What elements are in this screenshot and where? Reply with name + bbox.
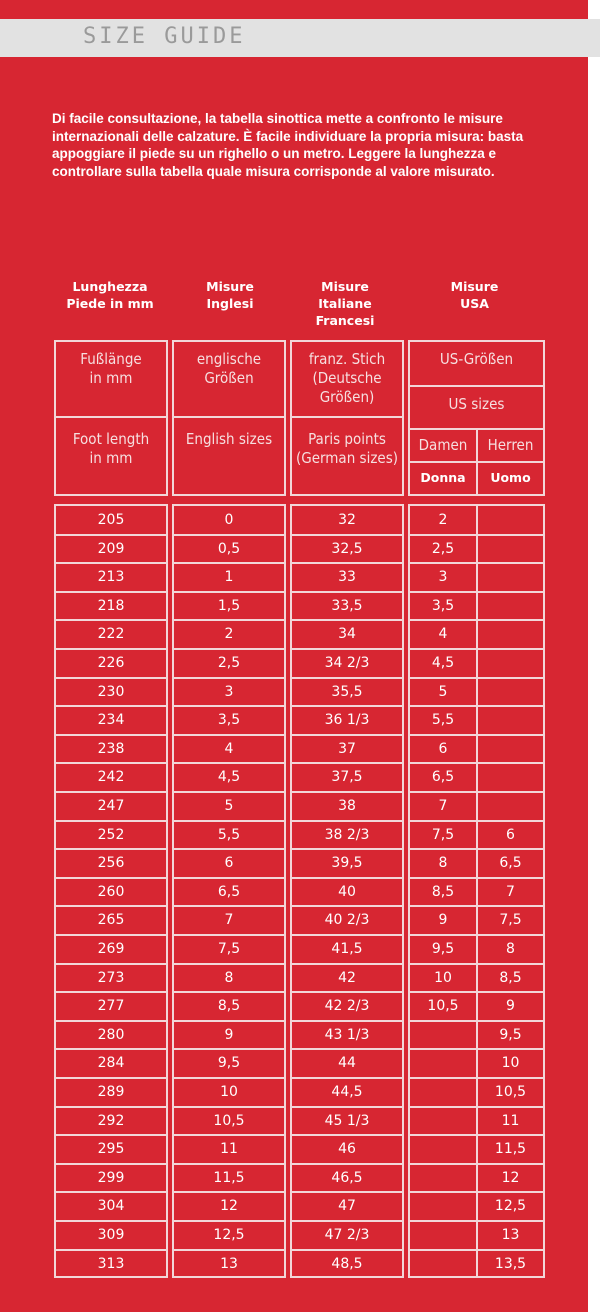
row-divider bbox=[410, 677, 476, 679]
row-divider bbox=[410, 1134, 476, 1136]
table-cell-fr: 42 2/3 bbox=[324, 998, 370, 1015]
table-cell-mm: 242 bbox=[97, 769, 125, 786]
table-cell-mm: 304 bbox=[97, 1198, 125, 1215]
table-cell-fr: 44,5 bbox=[331, 1084, 363, 1100]
row-divider bbox=[56, 820, 166, 822]
row-divider bbox=[56, 1106, 166, 1108]
table-cell-women: 8 bbox=[438, 855, 448, 872]
table-cell-fr: 48,5 bbox=[331, 1255, 363, 1272]
table-cell-uk: 8,5 bbox=[217, 998, 241, 1015]
table-cell-mm: 260 bbox=[97, 883, 125, 900]
row-divider bbox=[292, 1220, 402, 1222]
table-cell-women: 4,5 bbox=[431, 655, 455, 671]
row-divider bbox=[478, 963, 543, 965]
row-divider bbox=[174, 791, 284, 793]
row-divider bbox=[410, 1220, 476, 1222]
column-heading-foot: Lunghezza Piede in mm bbox=[66, 279, 154, 311]
table-cell-men bbox=[478, 678, 543, 707]
table-cell-women: 6 bbox=[438, 740, 448, 757]
row-divider bbox=[292, 877, 402, 879]
row-divider bbox=[478, 905, 543, 907]
table-cell-women: 5 bbox=[438, 683, 448, 700]
header-french-en: Paris points (German sizes) bbox=[295, 430, 399, 467]
table-cell-fr: 39,5 bbox=[331, 855, 363, 872]
row-divider bbox=[174, 705, 284, 707]
row-divider bbox=[292, 991, 402, 993]
table-cell-men bbox=[478, 620, 543, 649]
row-divider bbox=[410, 648, 476, 650]
table-cell-fr: 37,5 bbox=[331, 769, 363, 786]
row-divider bbox=[410, 619, 476, 621]
row-divider bbox=[56, 991, 166, 993]
table-cell-fr: 32 bbox=[338, 512, 356, 528]
table-cell-mm: 238 bbox=[97, 740, 125, 757]
row-divider bbox=[56, 762, 166, 764]
row-divider bbox=[56, 1077, 166, 1079]
table-cell-mm: 299 bbox=[97, 1169, 125, 1186]
table-cell-men: 10 bbox=[501, 1055, 520, 1072]
table-cell-women: 6,5 bbox=[431, 769, 455, 786]
table-cell-mm: 292 bbox=[97, 1112, 125, 1129]
row-divider bbox=[478, 677, 543, 679]
table-cell-women: 7,5 bbox=[431, 826, 455, 843]
table-cell-uk: 13 bbox=[220, 1255, 238, 1272]
row-divider bbox=[292, 1077, 402, 1079]
row-divider bbox=[292, 1163, 402, 1165]
header-uomo: Uomo bbox=[490, 470, 531, 485]
row-divider bbox=[478, 1106, 543, 1108]
row-divider bbox=[56, 562, 166, 564]
table-cell-women: 5,5 bbox=[431, 712, 455, 729]
table-cell-mm: 256 bbox=[97, 855, 125, 872]
table-cell-mm: 234 bbox=[97, 712, 125, 729]
row-divider bbox=[410, 762, 476, 764]
table-cell-mm: 218 bbox=[97, 597, 125, 614]
table-cell-uk: 2,5 bbox=[217, 655, 241, 671]
row-divider bbox=[478, 1191, 543, 1193]
table-cell-fr: 34 bbox=[338, 626, 356, 643]
table-cell-women bbox=[410, 1250, 476, 1279]
row-divider bbox=[174, 1249, 284, 1251]
row-divider bbox=[56, 934, 166, 936]
row-divider bbox=[292, 762, 402, 764]
table-cell-women: 10 bbox=[434, 969, 452, 986]
row-divider bbox=[410, 848, 476, 850]
row-divider bbox=[292, 1191, 402, 1193]
table-cell-uk: 6 bbox=[224, 855, 234, 872]
table-cell-men: 6 bbox=[506, 826, 515, 843]
row-divider bbox=[56, 534, 166, 536]
table-cell-fr: 40 bbox=[338, 883, 356, 900]
table-cell-fr: 34 2/3 bbox=[324, 655, 370, 671]
row-divider bbox=[292, 619, 402, 621]
table-cell-men bbox=[478, 792, 543, 821]
row-divider bbox=[410, 963, 476, 965]
row-divider bbox=[174, 1163, 284, 1165]
row-divider bbox=[56, 1134, 166, 1136]
row-divider bbox=[174, 1106, 284, 1108]
header-divider bbox=[172, 416, 286, 418]
table-cell-uk: 7,5 bbox=[217, 941, 241, 957]
table-cell-women bbox=[410, 1221, 476, 1250]
table-cell-mm: 205 bbox=[97, 512, 125, 528]
row-divider bbox=[478, 1163, 543, 1165]
column-heading-english: Misure Inglesi bbox=[206, 279, 254, 311]
row-divider bbox=[478, 791, 543, 793]
row-divider bbox=[478, 591, 543, 593]
table-cell-uk: 8 bbox=[224, 969, 234, 986]
table-cell-women: 4 bbox=[438, 626, 448, 643]
row-divider bbox=[410, 705, 476, 707]
row-divider bbox=[292, 648, 402, 650]
row-divider bbox=[478, 1134, 543, 1136]
row-divider bbox=[292, 734, 402, 736]
row-divider bbox=[410, 591, 476, 593]
row-divider bbox=[410, 1048, 476, 1050]
table-cell-women: 7 bbox=[438, 798, 448, 814]
table-cell-fr: 38 bbox=[338, 798, 356, 814]
header-divider bbox=[408, 385, 545, 387]
table-cell-mm: 226 bbox=[97, 655, 125, 671]
table-cell-women bbox=[410, 1192, 476, 1221]
row-divider bbox=[174, 820, 284, 822]
table-cell-women: 8,5 bbox=[431, 883, 455, 900]
table-cell-women: 9 bbox=[438, 912, 448, 929]
row-divider bbox=[56, 648, 166, 650]
table-cell-uk: 10 bbox=[220, 1084, 238, 1100]
table-cell-men bbox=[478, 735, 543, 764]
header-english-de: englische Größen bbox=[196, 350, 262, 387]
table-cell-men: 11 bbox=[501, 1112, 520, 1129]
row-divider bbox=[292, 1048, 402, 1050]
table-cell-mm: 313 bbox=[97, 1255, 125, 1272]
intro-text: Di facile consultazione, la tabella sinottica mette a confronto le misure internazionali delle calzature. È facile individuare la propria misura: basta appoggiare il piede su un righello o un metro. Leggere la lunghezza e controllare sulla tabella quale misura corrisponde al valore misurato. bbox=[52, 111, 524, 179]
row-divider bbox=[292, 905, 402, 907]
table-cell-women: 10,5 bbox=[427, 998, 459, 1015]
table-cell-uk: 12 bbox=[220, 1198, 238, 1215]
header-herren: Herren bbox=[487, 436, 534, 454]
row-divider bbox=[410, 1163, 476, 1165]
header-us-en: US sizes bbox=[448, 395, 505, 413]
row-divider bbox=[292, 1106, 402, 1108]
table-cell-women bbox=[410, 1078, 476, 1107]
table-cell-fr: 37 bbox=[338, 740, 356, 757]
row-divider bbox=[174, 1220, 284, 1222]
table-cell-women: 9,5 bbox=[431, 941, 455, 957]
row-divider bbox=[56, 1020, 166, 1022]
table-cell-mm: 222 bbox=[97, 626, 125, 643]
table-cell-women: 3 bbox=[438, 569, 448, 586]
row-divider bbox=[410, 734, 476, 736]
table-cell-men: 12 bbox=[501, 1169, 520, 1186]
table-cell-uk: 3,5 bbox=[217, 712, 241, 729]
table-cell-women bbox=[410, 1021, 476, 1050]
table-cell-men: 7,5 bbox=[499, 912, 522, 929]
row-divider bbox=[292, 591, 402, 593]
row-divider bbox=[174, 848, 284, 850]
table-cell-fr: 47 2/3 bbox=[324, 1227, 370, 1243]
table-cell-uk: 5,5 bbox=[217, 826, 241, 843]
row-divider bbox=[410, 877, 476, 879]
table-cell-uk: 2 bbox=[224, 626, 234, 643]
table-cell-mm: 277 bbox=[97, 998, 125, 1015]
table-cell-mm: 230 bbox=[97, 683, 125, 700]
row-divider bbox=[478, 648, 543, 650]
table-cell-women: 2 bbox=[438, 512, 448, 528]
row-divider bbox=[478, 1249, 543, 1251]
table-cell-men bbox=[478, 506, 543, 535]
row-divider bbox=[174, 963, 284, 965]
table-cell-men: 10,5 bbox=[494, 1084, 527, 1100]
table-cell-uk: 1 bbox=[224, 569, 234, 586]
row-divider bbox=[56, 591, 166, 593]
row-divider bbox=[478, 1048, 543, 1050]
table-cell-uk: 9 bbox=[224, 1026, 234, 1043]
row-divider bbox=[56, 877, 166, 879]
row-divider bbox=[56, 1191, 166, 1193]
row-divider bbox=[410, 820, 476, 822]
table-cell-men: 13,5 bbox=[494, 1255, 527, 1272]
row-divider bbox=[56, 1249, 166, 1251]
row-divider bbox=[410, 534, 476, 536]
table-cell-men bbox=[478, 706, 543, 735]
table-cell-fr: 46 bbox=[338, 1141, 356, 1158]
row-divider bbox=[174, 648, 284, 650]
table-cell-men: 7 bbox=[506, 883, 515, 900]
table-cell-men: 9,5 bbox=[499, 1026, 522, 1043]
row-divider bbox=[410, 991, 476, 993]
row-divider bbox=[410, 1106, 476, 1108]
row-divider bbox=[292, 791, 402, 793]
table-cell-women bbox=[410, 1135, 476, 1164]
header-foot-de: Fußlänge in mm bbox=[80, 350, 142, 387]
table-cell-mm: 213 bbox=[97, 569, 125, 586]
header-french-de: franz. Stich (Deutsche Größen) bbox=[308, 350, 386, 406]
page-title: SIZE GUIDE bbox=[83, 24, 246, 49]
row-divider bbox=[174, 1048, 284, 1050]
row-divider bbox=[410, 562, 476, 564]
row-divider bbox=[478, 820, 543, 822]
row-divider bbox=[174, 934, 284, 936]
table-cell-uk: 5 bbox=[224, 798, 234, 814]
table-cell-fr: 32,5 bbox=[331, 540, 363, 557]
table-cell-uk: 10,5 bbox=[213, 1112, 245, 1129]
row-divider bbox=[292, 1020, 402, 1022]
table-cell-fr: 38 2/3 bbox=[324, 826, 370, 843]
table-cell-fr: 43 1/3 bbox=[324, 1026, 370, 1043]
table-cell-men: 11,5 bbox=[494, 1141, 527, 1158]
table-cell-uk: 1,5 bbox=[217, 597, 241, 614]
row-divider bbox=[478, 734, 543, 736]
row-divider bbox=[478, 562, 543, 564]
row-divider bbox=[478, 619, 543, 621]
table-cell-uk: 12,5 bbox=[213, 1227, 245, 1243]
row-divider bbox=[292, 848, 402, 850]
table-cell-mm: 247 bbox=[97, 798, 125, 814]
row-divider bbox=[56, 1220, 166, 1222]
row-divider bbox=[410, 934, 476, 936]
table-cell-uk: 9,5 bbox=[217, 1055, 241, 1072]
row-divider bbox=[56, 1048, 166, 1050]
table-cell-mm: 252 bbox=[97, 826, 125, 843]
header-damen: Damen bbox=[418, 436, 468, 454]
row-divider bbox=[174, 734, 284, 736]
table-cell-uk: 4 bbox=[224, 740, 234, 757]
row-divider bbox=[56, 848, 166, 850]
row-divider bbox=[410, 1249, 476, 1251]
table-cell-uk: 3 bbox=[224, 683, 234, 700]
table-cell-women bbox=[410, 1164, 476, 1193]
table-cell-fr: 36 1/3 bbox=[324, 712, 370, 729]
row-divider bbox=[292, 1134, 402, 1136]
table-cell-mm: 280 bbox=[97, 1026, 125, 1043]
row-divider bbox=[478, 1077, 543, 1079]
table-cell-men bbox=[478, 649, 543, 678]
row-divider bbox=[292, 534, 402, 536]
table-cell-men bbox=[478, 592, 543, 621]
row-divider bbox=[174, 1191, 284, 1193]
table-cell-women: 3,5 bbox=[431, 597, 455, 614]
table-cell-mm: 284 bbox=[97, 1055, 125, 1072]
header-divider bbox=[290, 416, 404, 418]
row-divider bbox=[410, 791, 476, 793]
row-divider bbox=[292, 677, 402, 679]
row-divider bbox=[174, 877, 284, 879]
header-divider bbox=[54, 416, 168, 418]
row-divider bbox=[56, 905, 166, 907]
row-divider bbox=[174, 591, 284, 593]
table-cell-fr: 33 bbox=[338, 569, 356, 586]
table-cell-men: 12,5 bbox=[494, 1198, 527, 1215]
table-cell-uk: 11,5 bbox=[213, 1169, 245, 1186]
row-divider bbox=[174, 1077, 284, 1079]
row-divider bbox=[174, 619, 284, 621]
row-divider bbox=[478, 877, 543, 879]
row-divider bbox=[174, 905, 284, 907]
table-cell-fr: 47 bbox=[338, 1198, 356, 1215]
row-divider bbox=[292, 934, 402, 936]
row-divider bbox=[292, 963, 402, 965]
table-cell-fr: 45 1/3 bbox=[324, 1112, 370, 1129]
row-divider bbox=[410, 1020, 476, 1022]
table-cell-fr: 33,5 bbox=[331, 597, 363, 614]
row-divider bbox=[478, 1220, 543, 1222]
table-cell-men: 8,5 bbox=[499, 969, 522, 986]
table-cell-uk: 0,5 bbox=[217, 540, 241, 557]
row-divider bbox=[292, 820, 402, 822]
row-divider bbox=[56, 963, 166, 965]
column-heading-italian: Misure Italiane Francesi bbox=[315, 279, 375, 328]
table-cell-fr: 46,5 bbox=[331, 1169, 363, 1186]
header-english-en: English sizes bbox=[185, 430, 273, 448]
header-donna: Donna bbox=[420, 470, 466, 485]
row-divider bbox=[174, 762, 284, 764]
table-cell-mm: 295 bbox=[97, 1141, 125, 1158]
table-cell-uk: 7 bbox=[224, 912, 234, 929]
table-cell-fr: 41,5 bbox=[331, 941, 363, 957]
table-cell-fr: 44 bbox=[338, 1055, 356, 1072]
row-divider bbox=[410, 905, 476, 907]
table-cell-men: 6,5 bbox=[499, 855, 522, 872]
table-cell-men bbox=[478, 763, 543, 792]
table-cell-women bbox=[410, 1107, 476, 1136]
table-cell-mm: 269 bbox=[97, 941, 125, 957]
row-divider bbox=[478, 534, 543, 536]
table-cell-fr: 42 bbox=[338, 969, 356, 986]
row-divider bbox=[174, 991, 284, 993]
row-divider bbox=[56, 619, 166, 621]
table-cell-men: 9 bbox=[506, 998, 515, 1015]
row-divider bbox=[174, 562, 284, 564]
row-divider bbox=[174, 534, 284, 536]
table-cell-uk: 6,5 bbox=[217, 883, 241, 900]
header-us-de: US-Größen bbox=[439, 350, 514, 368]
table-cell-uk: 11 bbox=[220, 1141, 238, 1158]
row-divider bbox=[56, 677, 166, 679]
table-cell-women bbox=[410, 1049, 476, 1078]
table-cell-uk: 0 bbox=[224, 512, 234, 528]
row-divider bbox=[56, 705, 166, 707]
table-cell-mm: 289 bbox=[97, 1084, 125, 1100]
table-cell-mm: 273 bbox=[97, 969, 125, 986]
row-divider bbox=[478, 991, 543, 993]
row-divider bbox=[292, 1249, 402, 1251]
table-cell-mm: 309 bbox=[97, 1227, 125, 1243]
row-divider bbox=[56, 1163, 166, 1165]
row-divider bbox=[56, 791, 166, 793]
row-divider bbox=[292, 705, 402, 707]
row-divider bbox=[56, 734, 166, 736]
row-divider bbox=[174, 1134, 284, 1136]
row-divider bbox=[478, 705, 543, 707]
row-divider bbox=[292, 562, 402, 564]
table-cell-men bbox=[478, 563, 543, 592]
header-foot-en: Foot length in mm bbox=[72, 430, 150, 467]
row-divider bbox=[478, 934, 543, 936]
row-divider bbox=[478, 762, 543, 764]
table-cell-uk: 4,5 bbox=[217, 769, 241, 786]
table-cell-men: 8 bbox=[506, 941, 515, 957]
table-cell-fr: 35,5 bbox=[331, 683, 363, 700]
table-cell-men bbox=[478, 535, 543, 564]
table-cell-men: 13 bbox=[501, 1227, 520, 1243]
row-divider bbox=[410, 1077, 476, 1079]
column-heading-usa: Misure USA bbox=[450, 279, 499, 311]
table-cell-fr: 40 2/3 bbox=[324, 912, 370, 929]
table-cell-mm: 265 bbox=[97, 912, 125, 929]
row-divider bbox=[174, 677, 284, 679]
table-cell-mm: 209 bbox=[97, 540, 125, 557]
row-divider bbox=[478, 1020, 543, 1022]
row-divider bbox=[478, 848, 543, 850]
row-divider bbox=[410, 1191, 476, 1193]
table-cell-women: 2,5 bbox=[431, 540, 455, 557]
row-divider bbox=[174, 1020, 284, 1022]
